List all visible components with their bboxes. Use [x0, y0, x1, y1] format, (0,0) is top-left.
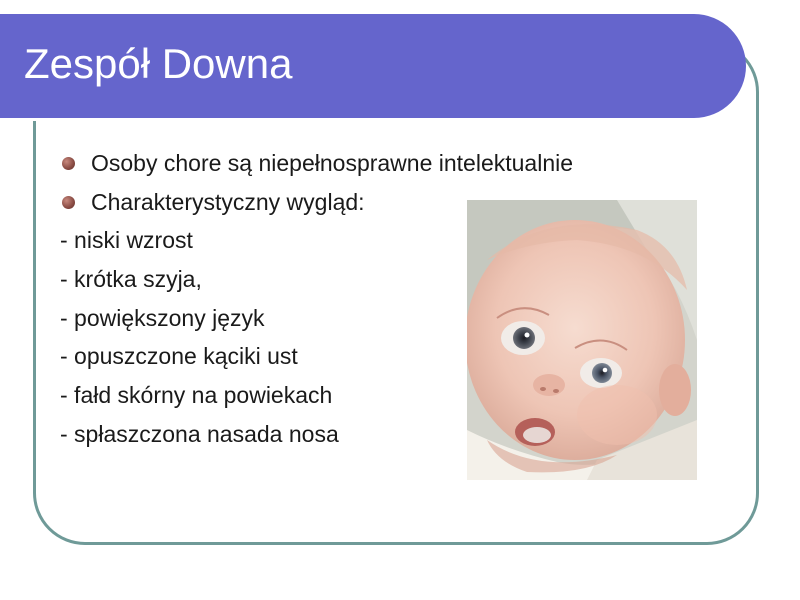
- feature-item: - niski wzrost: [60, 227, 193, 254]
- bullet-text: Osoby chore są niepełnosprawne intelektualnie: [91, 150, 574, 176]
- feature-item: - spłaszczona nasada nosa: [60, 420, 339, 447]
- baby-photo-illustration: [467, 200, 697, 480]
- bullet-text: Charakterystyczny wygląd:: [91, 188, 365, 215]
- bullet-item: [60, 144, 660, 183]
- round-bullet-icon: [62, 196, 75, 209]
- slide-title: Zespół Downa: [24, 40, 293, 87]
- baby-photo: [467, 200, 697, 480]
- feature-item: - fałd skórny na powiekach: [60, 382, 333, 409]
- feature-item: - powiększony język: [60, 304, 265, 331]
- round-bullet-icon: [62, 157, 75, 170]
- feature-item: - opuszczone kąciki ust: [60, 343, 298, 370]
- feature-item: - krótka szyja,: [60, 266, 202, 293]
- title-underline: [0, 118, 708, 121]
